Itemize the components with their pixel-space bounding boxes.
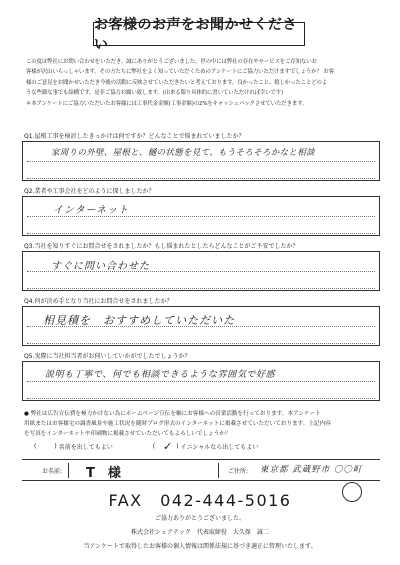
choice-close-paren: ) [176,443,179,450]
address-label: ご住所: [228,468,249,475]
intro-line: うな些細な事でも結構です。是非ご協力お願い致します。(出来る限り具体的に書いていただければ幸いです) [26,90,284,97]
privacy-note: 当アンケートで取得したお客様の個人情報は関係法規に基づき適正に管理いたします。 [83,543,317,550]
question-2-answer-box[interactable] [22,196,380,236]
answer-line [27,233,375,234]
question-2-label: Q2.業者や工事会社をどのように探しましたか？ [24,188,155,195]
question-1-answer-box[interactable] [22,141,380,181]
choice-initial-ok-label: イニシャルなら出してもよい [180,444,259,451]
question-1-label: Q1.屋根工事を検討したきっかけは何ですか？どんなことで悩まれていましたか？ [24,133,245,140]
customer-info-row [22,459,380,481]
thanks-text: ご協力ありがとうございました。 [154,515,245,522]
intro-line: 客様が沢山いらっしゃいます。その方たちに弊社をよく知っていただくためのアンケートにご協力いただけますでしょうか？ お客 [26,69,334,76]
question-5-answer-box[interactable] [22,361,380,401]
publication-consent-notes [24,409,380,439]
choice-close-paren: ) [54,443,57,450]
question-1-answer: 家周りの外壁、屋根と、樋の状態を見て、もうそろそろかなと相談 [51,148,315,158]
question-4-answer-box[interactable] [22,306,380,346]
choice-name-ok-label: 名前を出してもよい [58,444,113,451]
intro-note: ＊本アンケートにご協力いただいたお客様には工事代金金額(工事金額)の2%をキャッシュバックさせていただきます。 [26,100,308,107]
fax-number: FAX 042-444-5016 [108,491,292,510]
answer-line [27,343,375,344]
question-3-answer: すぐに問い合わせた [51,261,150,272]
page-title: お客様のお声をお聞かせください [93,22,305,46]
answer-line [27,178,375,179]
choice-initial-ok[interactable] [153,440,259,453]
address-value[interactable]: 東京都 武蔵野市 〇〇町 [260,465,363,475]
answer-line [27,216,375,217]
answer-line [27,381,375,382]
check-mark-icon: ✓ [163,440,173,453]
intro-line: 様のご意見をお聞かせいただき今後の活動に反映させていただきたいと考えております。良かったこと、嬉しかったことどのよ [26,79,328,86]
consent-line: を写真をインターネットや印刷物に掲載させていただいてもよろしいでしょうか？ [24,431,231,437]
intro-line: この度は弊社にお問い合わせをいただき、誠にありがとうございました。世の中には弊社の存在やサービスをご存知ないお [26,59,317,65]
company-line: 株式会社シェアテック 代表取締役 大久保 誠二 [131,529,269,536]
intro-text [26,57,382,109]
consent-line: ● 弊社は広告宣伝費を極力かけない為にホームページ宣伝を軸にお客様への営業活動を行っております。本アンケート [24,411,321,417]
name-value[interactable]: T 様 [86,466,121,481]
consent-choices [34,440,258,453]
question-2-answer: インターネット [53,205,130,216]
choice-open-paren: ( [152,443,156,450]
name-label: お名前: [42,468,63,475]
question-4-answer: 相見積を おすすめしていただいた [43,314,236,327]
divider [218,463,219,478]
question-4-label: Q4.何が決め手となり当社にお問合せをされましたか？ [24,298,173,305]
divider [68,463,69,478]
choice-open-paren: ( [34,443,37,450]
answer-line [27,288,375,289]
question-5-label: Q5.実際に当社担当者がお伺いしていかがでしたでしょうか？ [24,353,191,360]
question-5-answer: 説明も丁寧で、何でも相談できるような雰囲気で好感 [45,370,276,380]
consent-line: 用紙またはお客様宅の調査風景や施工状況を随時ブログ形式のインターネットに掲載させていただいております。上記内容 [24,421,331,427]
question-3-answer-box[interactable] [22,251,380,291]
answer-line [27,398,375,399]
answer-line [27,161,375,162]
choice-name-ok[interactable] [34,440,113,453]
company-seal-stamp [342,482,362,502]
question-3-label: Q3.当社を知りすぐにお問合せをされましたか？もし悩まれたとしたらどんなことがご不安でしたか？ [24,243,299,250]
